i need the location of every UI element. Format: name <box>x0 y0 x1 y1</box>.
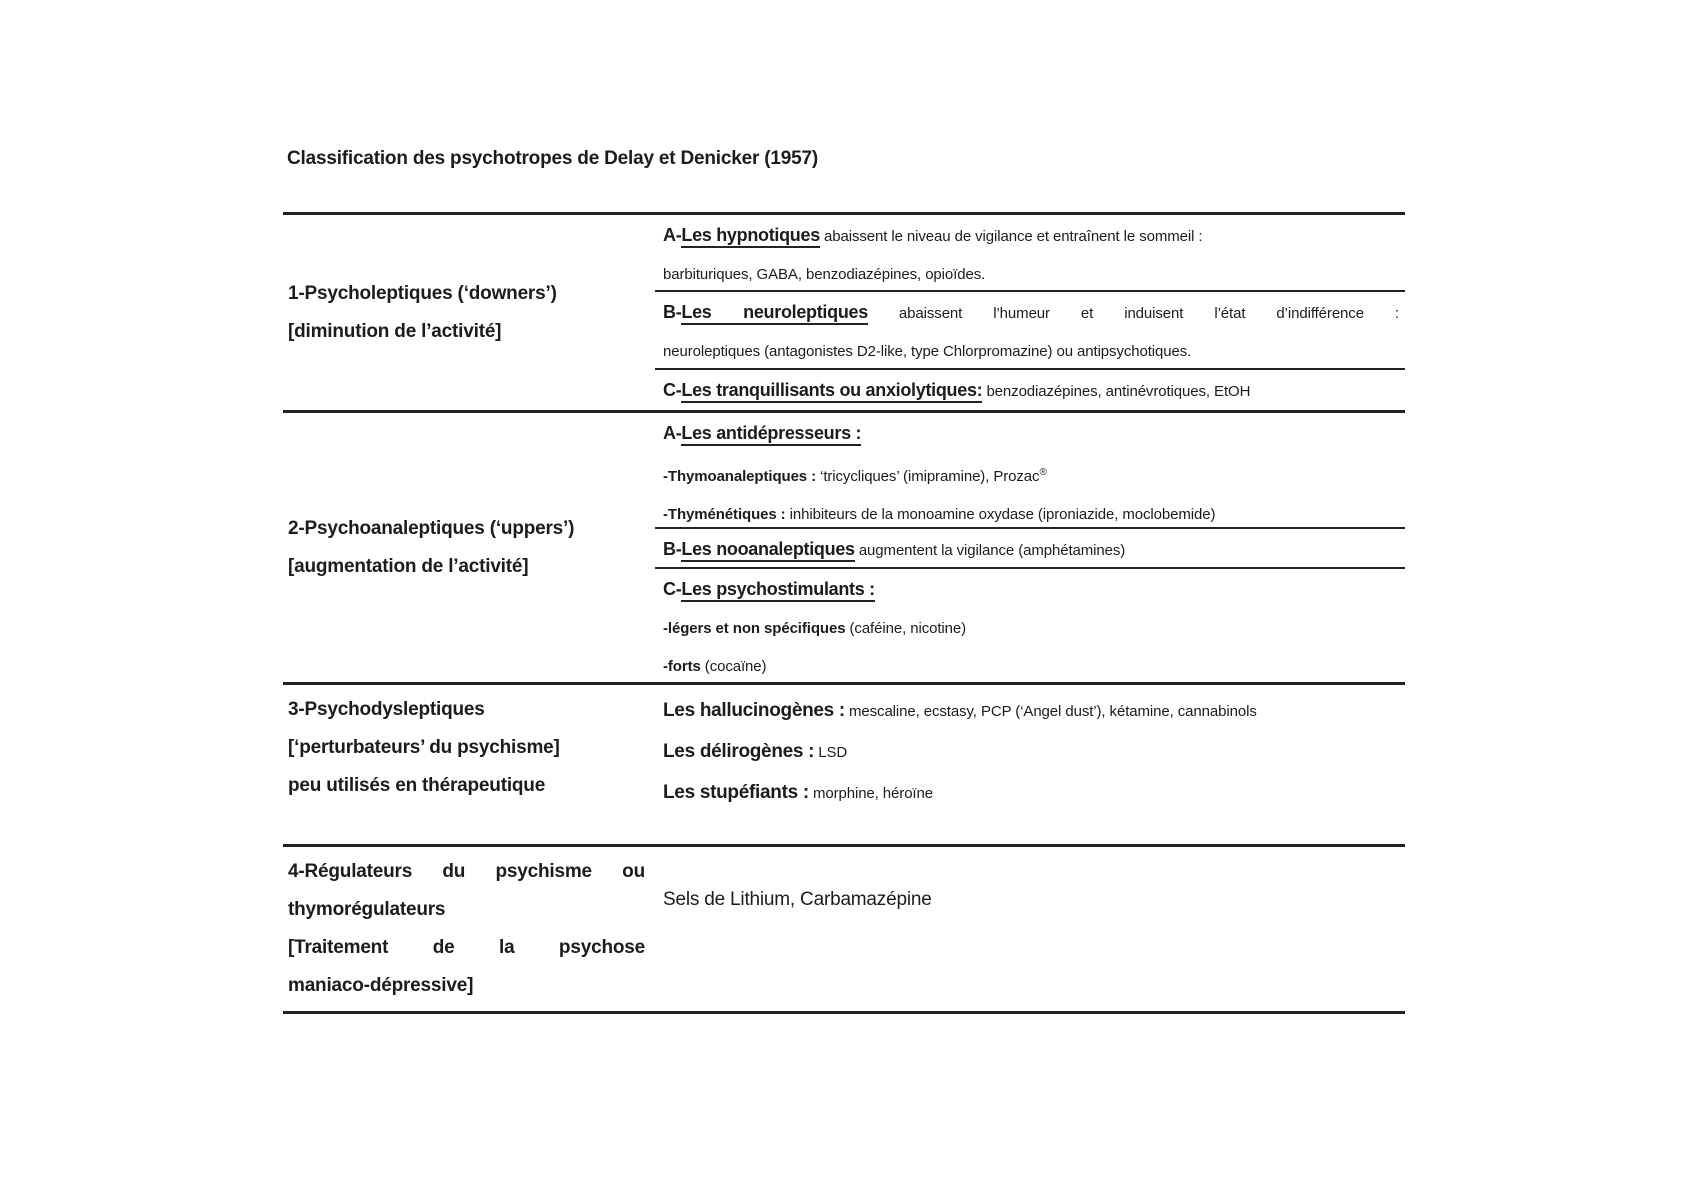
category-title: 2-Psychoanaleptiques (‘uppers’) <box>288 517 575 539</box>
entry-prefix: A- <box>663 225 682 245</box>
entry-thymoanaleptiques <box>663 454 1399 496</box>
category-subtitle: [‘perturbateurs’ du psychisme] <box>288 737 560 758</box>
item-lead: Les délirogènes : <box>663 741 815 762</box>
entry-hypnotiques <box>655 215 1405 292</box>
category-title-cont: thymorégulateurs <box>288 899 446 920</box>
category-subtitle: [Traitement de la psychose <box>288 937 645 958</box>
entries-cell-regulateurs <box>655 847 1405 1011</box>
entry-desc: abaissent le niveau de vigilance et entraînent le sommeil : <box>819 228 1203 245</box>
entry-prefix: B- <box>663 302 682 322</box>
category-note: peu utilisés en thérapeutique <box>288 775 546 796</box>
category-title: 3-Psychodysleptiques <box>288 699 485 720</box>
entry-group-psychodysleptiques <box>655 685 1405 814</box>
table-row-regulateurs <box>283 847 1405 1011</box>
entry-desc: augmentent la vigilance (amphétamines) <box>854 542 1126 559</box>
entry-head: Les tranquillisants ou anxiolytiques: <box>681 380 982 403</box>
entry-delirogenes <box>663 732 1399 773</box>
entry-hypnotiques-line2: barbituriques, GABA, benzodiazépines, opioïdes. <box>663 266 986 283</box>
item-lead: -Thyménétiques : <box>663 506 786 523</box>
category-title: 4-Régulateurs du psychisme ou <box>288 861 645 882</box>
entry-neuroleptiques-line1 <box>663 293 1399 333</box>
entry-legers <box>663 610 1399 648</box>
entry-head: Les neuroleptiques <box>681 302 868 325</box>
category-cell-psycholeptiques <box>283 215 655 410</box>
entry-psychostimulants-line1 <box>663 570 1399 610</box>
entry-head: Les nooanaleptiques <box>681 539 854 562</box>
category-subtitle-cont: maniaco-dépressive] <box>288 975 474 996</box>
category-cell-regulateurs <box>283 847 655 1011</box>
item-lead: -Thymoanaleptiques : <box>663 468 817 485</box>
entry-stupefiants <box>663 773 1399 814</box>
item-lead: -légers et non spécifiques <box>663 620 846 637</box>
item-desc: ‘tricycliques’ (imipramine), Prozac <box>816 468 1040 485</box>
entry-tranquillisants <box>655 370 1405 410</box>
entries-cell-psycholeptiques <box>655 215 1405 410</box>
item-lead: -forts <box>663 658 701 675</box>
entries-cell-psychodysleptiques <box>655 685 1405 844</box>
document-title: Classification des psychotropes de Delay et Denicker (1957) <box>287 148 818 169</box>
category-cell-psychodysleptiques <box>283 685 655 844</box>
category-cell-psychoanaleptiques <box>283 413 655 682</box>
entry-desc: benzodiazépines, antinévrotiques, EtOH <box>982 383 1251 400</box>
entry-desc: abaissent l’humeur et induisent l’état d’indifférence : <box>867 305 1399 322</box>
table-row-psychoanaleptiques <box>283 413 1405 685</box>
item-desc: (cocaïne) <box>700 658 767 675</box>
entries-cell-psychoanaleptiques <box>655 413 1405 682</box>
entry-antidepresseurs <box>655 413 1405 529</box>
document-page <box>283 148 1405 1014</box>
item-lead: Les stupéfiants : <box>663 782 809 803</box>
entry-tranquillisants-line1 <box>663 371 1399 411</box>
entry-antidepresseurs-line1 <box>663 414 1399 454</box>
category-subtitle: [diminution de l’activité] <box>288 320 502 342</box>
item-desc: (caféine, nicotine) <box>845 620 967 637</box>
entry-neuroleptiques <box>655 292 1405 370</box>
entry-psychostimulants <box>655 569 1405 682</box>
entry-neuroleptiques-line2: neuroleptiques (antagonistes D2-like, type Chlorpromazine) ou antipsychotiques. <box>663 343 1192 360</box>
classification-table <box>283 212 1405 1014</box>
entry-prefix: A- <box>663 423 682 443</box>
entry-head: Les psychostimulants : <box>681 579 874 602</box>
entry-prefix: C- <box>663 380 682 400</box>
entry-prefix: C- <box>663 579 682 599</box>
entry-head: Les hypnotiques <box>681 225 820 248</box>
category-title: 1-Psycholeptiques (‘downers’) <box>288 282 557 304</box>
entry-hallucinogenes <box>663 691 1399 732</box>
table-row-psycholeptiques <box>283 215 1405 413</box>
item-lead: Les hallucinogènes : <box>663 700 845 721</box>
entry-nooanaleptiques <box>655 529 1405 569</box>
registered-mark: ® <box>1039 467 1047 478</box>
entry-forts <box>663 648 1399 686</box>
item-desc: morphine, héroïne <box>808 785 933 802</box>
entry-nooanaleptiques-line1 <box>663 530 1399 570</box>
entry-thymoregulateurs: Sels de Lithium, Carbamazépine <box>663 889 932 910</box>
entry-hypnotiques-line1 <box>663 216 1399 256</box>
category-subtitle: [augmentation de l’activité] <box>288 555 529 577</box>
entry-head: Les antidépresseurs : <box>681 423 861 446</box>
item-desc: inhibiteurs de la monoamine oxydase (iproniazide, moclobemide) <box>785 506 1216 523</box>
item-desc: LSD <box>814 744 848 761</box>
entry-prefix: B- <box>663 539 682 559</box>
item-desc: mescaline, ecstasy, PCP (‘Angel dust’), kétamine, cannabinols <box>844 703 1257 720</box>
table-row-psychodysleptiques <box>283 685 1405 847</box>
